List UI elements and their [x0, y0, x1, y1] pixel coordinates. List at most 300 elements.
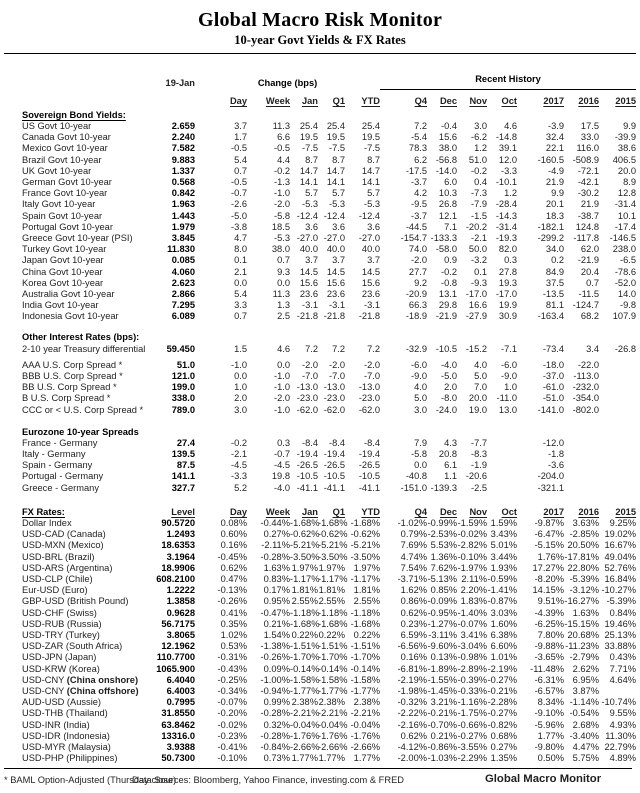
value-cell: 4.2 [414, 188, 428, 199]
value-cell: 5.7 [305, 188, 318, 199]
value-cell: -3.50% [290, 551, 320, 562]
value-cell: -27.0 [296, 233, 318, 244]
value-cell: 9.55% [609, 708, 637, 719]
column-header: Dec [439, 506, 458, 517]
value-cell: -17.4 [614, 221, 637, 232]
value-cell: 12.8 [617, 188, 637, 199]
row-label: USD-BRL (Brazil) [22, 551, 95, 562]
row-label: Brazil Govt 10-year [22, 154, 102, 165]
value-cell: 0.50% [537, 753, 565, 764]
value-cell: -0.62% [290, 529, 320, 540]
value-cell: 17.27% [532, 562, 565, 573]
value-cell: 25.4 [326, 121, 345, 131]
value-cell: -3.65% [534, 652, 565, 663]
value-cell: -7.5 [301, 143, 318, 154]
value-cell: 1.0 [504, 382, 518, 393]
value-cell: 0.09% [263, 663, 290, 674]
table-row [22, 529, 636, 540]
value-cell: -0.45% [217, 551, 247, 562]
value-cell: -1.0 [230, 359, 247, 370]
value-cell: -0.26% [217, 596, 247, 607]
value-cell: -2.82% [457, 540, 488, 551]
value-cell: 52.76% [604, 562, 637, 573]
table-row [22, 188, 636, 199]
row-label-bold-part: (China onshore) [66, 674, 139, 685]
row-label: CCC or < U.S. Corp Spread * [22, 404, 144, 415]
value-cell: -28.4 [495, 199, 518, 210]
value-cell: -2.53% [427, 529, 458, 540]
value-cell: 3.41% [460, 629, 488, 640]
level-value: 18.9906 [161, 562, 195, 573]
value-cell: -2.66% [350, 741, 381, 752]
value-cell: 14.1 [326, 177, 345, 188]
table-row [22, 211, 636, 222]
value-cell: 84.9 [545, 266, 565, 277]
value-cell: -232.0 [572, 382, 600, 393]
value-cell: 0.35% [220, 618, 247, 629]
value-cell: 19.5 [299, 132, 318, 143]
value-cell: 1.3 [277, 300, 290, 311]
table-row [22, 552, 636, 563]
row-label: USD-IDR (Indonesia) [22, 730, 110, 741]
value-cell: 16.84% [604, 573, 637, 584]
value-cell: -0.7 [230, 188, 247, 199]
level-value: 7.295 [171, 300, 195, 311]
value-cell: -3.7 [411, 177, 428, 188]
value-cell: -9.80% [534, 741, 565, 752]
value-cell: -2.0 [328, 359, 345, 370]
level-value: 789.0 [171, 404, 195, 415]
value-cell: -38.7 [577, 210, 600, 221]
value-cell: 0.84% [609, 607, 637, 618]
value-cell: -2.29% [457, 753, 488, 764]
value-cell: -7.0 [364, 371, 381, 382]
value-cell: -0.10% [217, 753, 247, 764]
value-cell: -0.21% [427, 708, 458, 719]
value-cell: 2.0 [234, 393, 247, 404]
table-row [22, 311, 636, 322]
value-cell: 19.02% [604, 529, 637, 540]
value-cell: 7.1 [444, 221, 458, 232]
row-label: USD-MXN (Mexico) [22, 540, 104, 551]
value-cell: -9.60% [427, 641, 458, 652]
value-cell: -12.0 [542, 437, 565, 448]
value-cell: -163.4 [537, 311, 565, 322]
value-cell: 17.5 [580, 121, 600, 131]
value-cell: -6.47% [534, 529, 565, 540]
value-cell: 3.63% [572, 517, 600, 528]
value-cell: -0.4 [441, 121, 458, 131]
value-cell: 10.3 [438, 188, 458, 199]
table-row [22, 449, 636, 460]
value-cell: -5.3 [328, 199, 345, 210]
value-cell: 0.0 [277, 277, 290, 288]
value-cell: -2.21% [290, 708, 320, 719]
value-cell: -6.2 [471, 132, 488, 143]
value-cell: 0.21% [263, 618, 290, 629]
value-cell: 1.35% [490, 753, 518, 764]
date-header: 19-Jan [165, 78, 195, 89]
value-cell: 7.9 [414, 437, 428, 448]
row-label: Greece Govt 10-year (PSI) [22, 233, 133, 244]
level-value: 2.659 [171, 121, 195, 131]
level-value: 12.1962 [161, 641, 195, 652]
value-cell [564, 438, 599, 449]
value-cell: -21.9 [435, 311, 458, 322]
value-cell: -3.50% [318, 551, 348, 562]
value-cell: 7.69% [400, 540, 428, 551]
value-cell: 1.0 [234, 382, 247, 393]
data-sources: Data Sources: Bloomberg, Yahoo Finance, investing.com & FRED [132, 775, 404, 786]
value-cell: -1.38% [260, 641, 290, 652]
value-cell: -11.48% [530, 663, 565, 674]
value-cell: 14.5 [326, 266, 345, 277]
value-cell: 1.93% [490, 562, 518, 573]
value-cell: 1.76% [537, 551, 565, 562]
value-cell: -6.56% [397, 641, 428, 652]
level-value: 2.240 [171, 132, 195, 143]
value-cell [487, 471, 517, 482]
row-label: India Govt 10-year [22, 300, 99, 311]
level-value: 110.7700 [156, 652, 195, 663]
value-cell: -204.0 [537, 471, 565, 482]
value-cell: -0.7 [273, 449, 290, 460]
value-cell: -39.9 [614, 132, 637, 143]
spacer-row [22, 416, 636, 424]
value-cell: -182.1 [537, 221, 565, 232]
value-cell: -3.6 [548, 460, 565, 471]
value-cell: 14.7 [299, 165, 318, 176]
value-cell: -6.0 [411, 359, 428, 370]
value-cell: -4.5 [273, 460, 290, 471]
table-row [22, 708, 636, 719]
level-value: 51.0 [176, 359, 195, 370]
value-cell: -1.59% [457, 517, 488, 528]
value-cell: 0.83% [263, 573, 290, 584]
value-cell: 5.01% [490, 540, 518, 551]
value-cell: 19.5 [326, 132, 345, 143]
table-row [22, 596, 636, 607]
value-cell: 0.32% [263, 719, 290, 730]
column-header: YTD [361, 95, 381, 106]
row-label: USD-THB (Thailand) [22, 708, 108, 719]
value-cell: -58.0 [435, 244, 458, 255]
table-row [22, 720, 636, 731]
value-cell: 18.5 [271, 221, 290, 232]
value-cell: -0.14% [290, 663, 320, 674]
value-cell: 3.0 [474, 121, 488, 131]
value-cell: 15.6 [361, 277, 381, 288]
value-cell: -0.32% [397, 697, 428, 708]
value-cell: -0.84% [260, 741, 290, 752]
value-cell: 4.64% [609, 674, 637, 685]
value-cell: 14.15% [532, 585, 565, 596]
spacer-row [22, 323, 636, 330]
value-cell: -1.89% [427, 663, 458, 674]
value-cell: 26.8 [438, 199, 458, 210]
value-cell: -8.4 [328, 437, 345, 448]
value-cell: -0.33% [457, 685, 488, 696]
value-cell: -23.0 [358, 393, 381, 404]
value-cell: 0.27% [490, 741, 518, 752]
value-cell: 40.0 [299, 244, 318, 255]
value-cell: -1.9 [471, 460, 488, 471]
row-label: Korea Govt 10-year [22, 277, 104, 288]
value-cell: -15.15% [564, 618, 600, 629]
value-cell: -1.98% [397, 685, 428, 696]
value-cell: 23.6 [361, 289, 381, 300]
value-cell: -133.3 [430, 233, 458, 244]
level-value: 6.4003 [166, 685, 195, 696]
value-cell: 13.0 [498, 404, 518, 415]
value-cell: 14.7 [361, 165, 381, 176]
value-cell: -10.5 [435, 343, 458, 354]
value-cell: -9.10% [534, 708, 565, 719]
value-cell: -0.04% [290, 719, 320, 730]
table-row [22, 132, 636, 143]
value-cell: -2.6 [230, 199, 247, 210]
value-cell: 0.9 [444, 255, 458, 266]
value-cell: -0.2 [273, 165, 290, 176]
section-title: FX Rates: [22, 506, 65, 517]
value-cell: 7.2 [332, 343, 345, 354]
section-header-row [22, 424, 636, 438]
value-cell: 33.88% [604, 641, 637, 652]
value-cell: -0.41% [217, 741, 247, 752]
value-cell: -1.18% [290, 607, 320, 618]
row-label: AUD-USD (Aussie) [22, 697, 102, 708]
column-header: Day [229, 95, 247, 106]
value-cell: -1.58% [318, 674, 348, 685]
value-cell: -1.0 [273, 188, 290, 199]
value-cell: -5.4 [411, 132, 428, 143]
section-title: Sovereign Bond Yields: [22, 109, 126, 120]
value-cell: 14.1 [299, 177, 318, 188]
row-label: Australia Govt 10-year [22, 289, 115, 300]
value-cell: -1.02% [397, 517, 428, 528]
value-cell: 1.81% [353, 585, 381, 596]
value-cell: -1.41% [487, 585, 518, 596]
value-cell: 20.0 [617, 165, 637, 176]
value-cell: 0.3 [277, 437, 290, 448]
value-cell: 21.9 [545, 177, 565, 188]
value-cell: 7.80% [537, 629, 565, 640]
value-cell: -22.0 [577, 359, 600, 370]
value-cell: 11.3 [272, 121, 290, 131]
value-cell: -78.6 [614, 266, 637, 277]
value-cell: 4.74% [400, 551, 428, 562]
value-cell: 50.0 [468, 244, 488, 255]
value-cell: -18.0 [542, 359, 565, 370]
level-value: 121.0 [171, 371, 195, 382]
value-cell: -3.50% [350, 551, 381, 562]
value-cell: 6.0 [444, 177, 458, 188]
value-cell: 1.36% [430, 551, 458, 562]
value-cell: 0.62% [220, 562, 247, 573]
value-cell: -62.0 [296, 404, 318, 415]
value-cell: -11.5 [578, 289, 600, 300]
value-cell: -0.23% [217, 730, 247, 741]
value-cell: 6.2 [414, 154, 428, 165]
value-cell: -0.2 [471, 165, 488, 176]
table-row [22, 382, 636, 393]
value-cell: 4.0 [474, 359, 488, 370]
value-cell: 0.1 [474, 266, 488, 277]
value-cell: -1.17% [350, 573, 381, 584]
value-cell: 0.4 [474, 177, 488, 188]
table-row [22, 344, 636, 355]
value-cell: -3.12% [569, 585, 600, 596]
value-cell: -44.5 [405, 221, 428, 232]
value-cell: 1.77% [353, 753, 381, 764]
monitor-table [22, 67, 636, 764]
value-cell: 23.6 [299, 289, 318, 300]
value-cell: 2.20% [460, 585, 488, 596]
value-cell: -31.4 [495, 221, 518, 232]
value-cell: 0.47% [220, 573, 247, 584]
row-label: Canada Govt 10-year [22, 132, 111, 143]
value-cell: -1.68% [318, 517, 348, 528]
value-cell: -0.5 [273, 143, 290, 154]
value-cell: 38.0 [271, 244, 290, 255]
section-header-row [22, 330, 636, 344]
column-header: 2016 [578, 506, 600, 517]
value-cell: 0.22% [291, 629, 318, 640]
value-cell: 3.6 [367, 221, 381, 232]
value-cell: 1.77% [537, 730, 565, 741]
value-cell: -0.04% [318, 719, 348, 730]
value-cell: -10.1 [495, 177, 518, 188]
value-cell: -10.5 [323, 471, 345, 482]
table-row [22, 540, 636, 551]
value-cell: 22.1 [545, 143, 565, 154]
level-value: 7.582 [171, 143, 195, 154]
value-cell: -1.0 [273, 382, 290, 393]
column-header: Nov [469, 95, 488, 106]
value-cell: -20.6 [465, 471, 488, 482]
row-label: BBB U.S. Corp Spread * [22, 371, 123, 382]
level-value: 11.830 [167, 244, 195, 255]
value-cell [599, 438, 636, 449]
level-value: 6.089 [171, 311, 195, 322]
value-cell: -8.3 [471, 449, 488, 460]
value-cell: -1.5 [471, 210, 488, 221]
value-cell: -0.31% [217, 652, 247, 663]
value-cell: 4.3 [444, 437, 458, 448]
value-cell: 2.1 [234, 266, 247, 277]
value-cell: 68.2 [580, 311, 600, 322]
value-cell: 5.75% [572, 753, 600, 764]
table-row [22, 630, 636, 641]
value-cell: 32.4 [545, 132, 565, 143]
value-cell: -0.94% [260, 685, 290, 696]
level-column-header: Level [171, 506, 195, 517]
row-label: USD-KRW (Korea) [22, 663, 100, 674]
value-cell: -2.28% [487, 697, 518, 708]
table-row [22, 233, 636, 244]
column-header: Week [265, 506, 290, 517]
value-cell: 20.0 [468, 393, 488, 404]
value-cell: -6.5 [620, 255, 637, 266]
value-cell: 0.7 [586, 277, 600, 288]
value-cell: -2.0 [273, 393, 290, 404]
level-value: 1.2222 [166, 585, 195, 596]
value-cell: -6.0 [501, 359, 518, 370]
value-cell: -5.39% [606, 596, 637, 607]
value-cell: 7.2 [414, 121, 428, 131]
level-value: 608.2100 [156, 573, 195, 584]
value-cell: -61.0 [542, 382, 565, 393]
table-row [22, 267, 636, 278]
value-cell: -9.0 [501, 371, 518, 382]
value-cell: 39.1 [498, 143, 518, 154]
level-value: 1.979 [171, 221, 195, 232]
value-cell: -0.5 [230, 143, 247, 154]
value-cell: 16.6 [468, 300, 488, 311]
value-cell [564, 449, 599, 460]
value-cell: -0.8 [441, 277, 458, 288]
header-divider [4, 53, 636, 54]
value-cell: 8.9 [623, 177, 637, 188]
value-cell [599, 686, 636, 697]
level-value: 9.883 [171, 154, 195, 165]
value-cell: 0.0 [277, 359, 290, 370]
value-cell: -10.5 [296, 471, 318, 482]
value-cell [487, 449, 517, 460]
value-cell: -11.23% [565, 641, 600, 652]
value-cell: -17.0 [465, 289, 488, 300]
level-value: 3.8065 [166, 629, 195, 640]
spacer-cell [22, 416, 636, 424]
table-row [22, 199, 636, 210]
value-cell [564, 460, 599, 471]
value-cell: -3.2 [471, 255, 488, 266]
level-value: 1.2493 [166, 529, 195, 540]
value-cell: 6.60% [490, 641, 518, 652]
value-cell: 51.0 [468, 154, 488, 165]
level-value: 90.5720 [161, 517, 195, 528]
footnote: * BAML Option-Adjusted (Thursday close) [4, 775, 177, 786]
value-cell: -41.1 [358, 482, 381, 493]
column-group-header-row [22, 67, 636, 90]
value-cell: -19.4 [296, 449, 318, 460]
value-cell: -21.8 [358, 311, 381, 322]
value-cell: 0.99% [263, 697, 290, 708]
value-cell: 0.43% [609, 652, 637, 663]
value-cell: 2.55% [353, 596, 381, 607]
value-cell: 5.2 [234, 482, 247, 493]
value-cell: 0.73% [263, 753, 290, 764]
value-cell: -1.58% [350, 674, 381, 685]
table-row [22, 483, 636, 494]
row-label: GBP-USD (British Pound) [22, 596, 129, 607]
value-cell: -2.19% [397, 674, 428, 685]
value-cell: -0.82% [487, 719, 518, 730]
value-cell: -1.18% [350, 607, 381, 618]
value-cell: -4.0 [273, 482, 290, 493]
value-cell: -1.3 [273, 177, 290, 188]
level-value: 4.060 [171, 266, 195, 277]
value-cell: -21.9 [577, 255, 600, 266]
value-cell: -2.5 [471, 482, 488, 493]
value-cell: -40.8 [405, 471, 428, 482]
value-cell: -0.70% [427, 719, 458, 730]
table-row [22, 438, 636, 449]
value-cell: 82.0 [498, 244, 518, 255]
value-cell: -8.4 [301, 437, 318, 448]
value-cell: -802.0 [572, 404, 600, 415]
value-cell: -2.22% [397, 708, 428, 719]
